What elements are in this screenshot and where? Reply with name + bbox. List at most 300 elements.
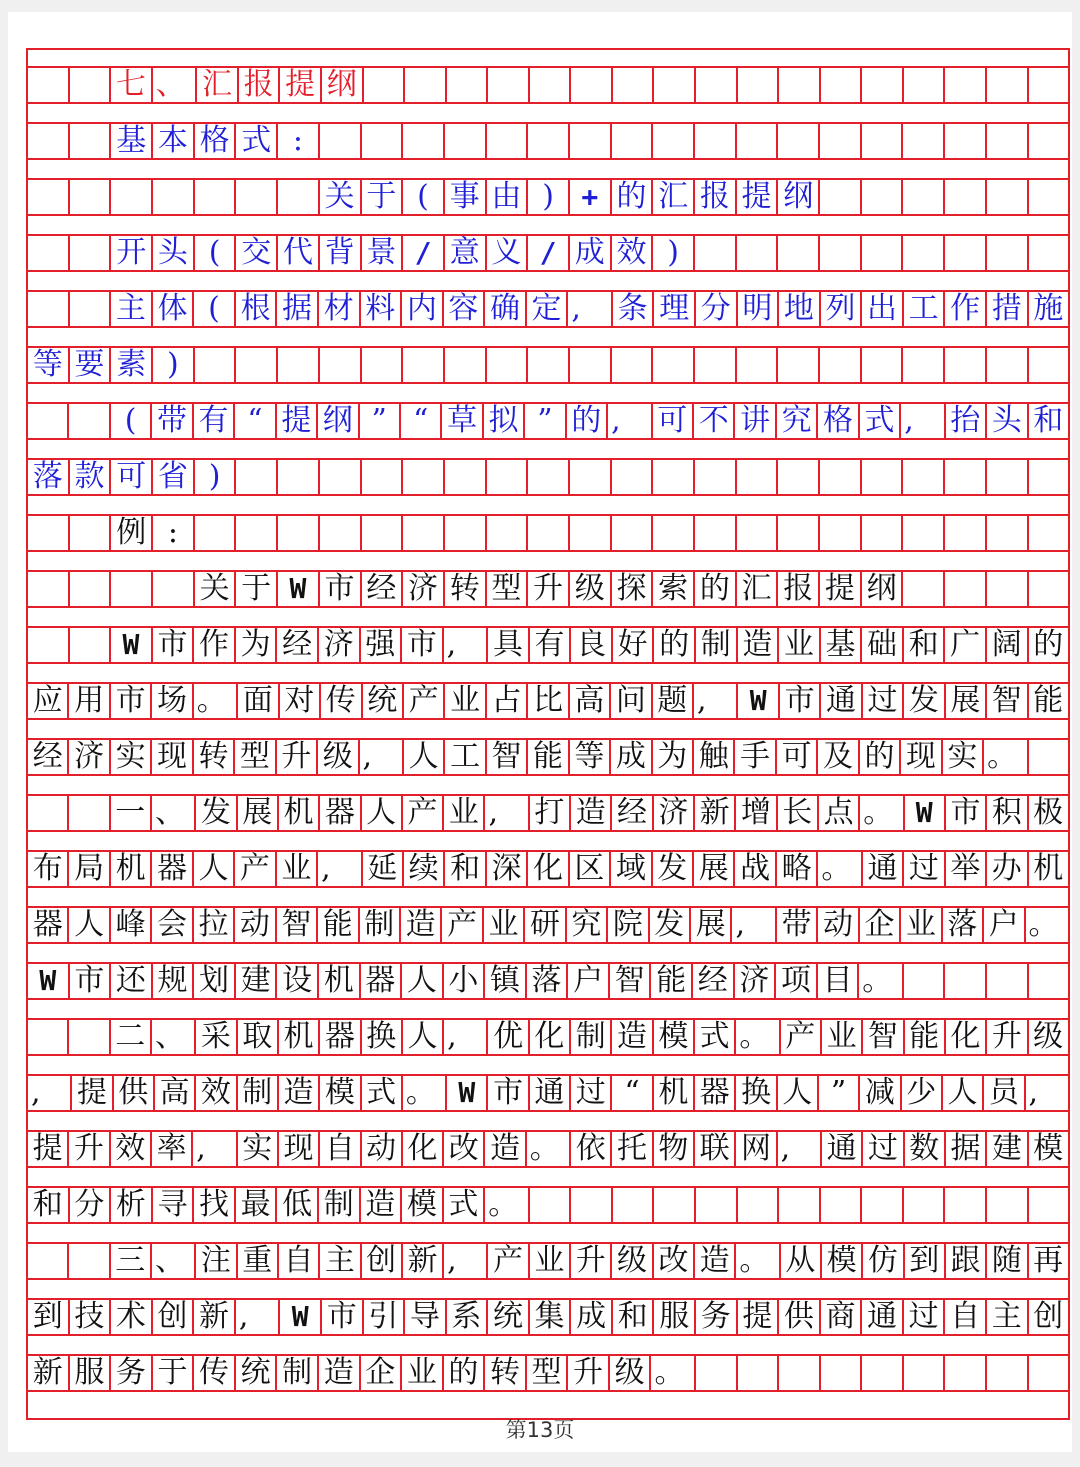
grid-cell: 造	[361, 1188, 403, 1222]
grid-cell	[570, 124, 612, 158]
grid-cell: 创	[1033, 1300, 1064, 1334]
grid-cell	[28, 124, 70, 158]
grid-cell: 。	[527, 1132, 571, 1166]
grid-cell	[695, 236, 737, 270]
grid-cell	[820, 236, 862, 270]
grid-cell: 业	[822, 1020, 863, 1054]
grid-cell: 报	[695, 180, 737, 214]
grid-cell: 化	[946, 1020, 987, 1054]
grid-cell: 智	[610, 964, 652, 998]
grid-cell: 效	[612, 236, 654, 270]
grid-cell: 级	[318, 740, 359, 774]
grid-cell: 格	[818, 404, 859, 438]
grid-cell	[362, 460, 404, 494]
grid-row	[28, 346, 1068, 384]
grid-cell: 动	[362, 1132, 403, 1166]
grid-cell: 、	[152, 796, 196, 830]
grid-cell: 据	[946, 1132, 987, 1166]
grid-cell: 改	[444, 1132, 485, 1166]
grid-cell: 落	[527, 964, 569, 998]
grid-cell: )	[528, 180, 570, 214]
grid-row	[28, 1074, 1068, 1112]
grid-cell	[737, 460, 779, 494]
grid-cell: 峰	[111, 908, 152, 942]
grid-cell: W	[111, 628, 153, 662]
grid-cell: 对	[280, 684, 321, 718]
grid-row	[28, 682, 1068, 720]
grid-cell: /	[403, 236, 445, 270]
grid-cell: 一	[111, 796, 152, 830]
grid-cell: 条	[613, 292, 655, 326]
grid-cell	[738, 1356, 780, 1390]
grid-cell: 三	[111, 1244, 152, 1278]
document-page	[8, 12, 1072, 1452]
grid-cell: ,	[444, 628, 489, 662]
grid-cell	[696, 1356, 738, 1390]
grid-cell	[820, 180, 862, 214]
grid-cell: 模	[402, 1188, 444, 1222]
grid-cell	[530, 1188, 572, 1222]
grid-cell: 作	[945, 292, 987, 326]
grid-cell: ,	[778, 1132, 822, 1166]
grid-cell: )	[653, 236, 695, 270]
grid-cell: 式	[444, 1188, 486, 1222]
grid-cell: 通	[821, 684, 862, 718]
grid-cell: 内	[402, 292, 444, 326]
grid-cell	[487, 348, 529, 382]
grid-cell: 布	[28, 852, 69, 886]
grid-cell: 模	[654, 1020, 695, 1054]
grid-cell	[445, 348, 487, 382]
grid-cell	[1029, 1356, 1069, 1390]
grid-cell	[987, 68, 1029, 102]
grid-cell	[28, 1244, 69, 1278]
grid-cell: 究	[567, 908, 608, 942]
grid-cell: 还	[111, 964, 153, 998]
grid-cell	[654, 1188, 696, 1222]
grid-cell: )	[195, 460, 237, 494]
grid-cell: 长	[778, 796, 819, 830]
grid-cell: 和	[28, 1188, 70, 1222]
grid-cell	[945, 516, 987, 550]
grid-row	[28, 850, 1068, 888]
grid-cell: 院	[608, 908, 649, 942]
grid-cell: 手	[735, 740, 776, 774]
grid-cell: 举	[946, 852, 987, 886]
grid-cell	[236, 460, 278, 494]
grid-cell: 报	[778, 572, 820, 606]
grid-cell	[862, 180, 904, 214]
grid-cell: 市	[70, 964, 112, 998]
grid-cell: W	[280, 1300, 322, 1334]
grid-cell: 减	[860, 1076, 901, 1110]
grid-cell: 业	[484, 908, 525, 942]
grid-cell: 为	[653, 740, 694, 774]
grid-cell: 触	[694, 740, 735, 774]
grid-row	[28, 402, 1068, 440]
grid-cell	[778, 124, 820, 158]
grid-cell: 项	[776, 964, 818, 998]
grid-cell: 商	[821, 1300, 863, 1334]
grid-cell: 。	[1028, 908, 1059, 942]
grid-cell	[945, 1188, 987, 1222]
grid-cell: 供	[779, 1300, 821, 1334]
grid-cell: 落	[28, 460, 70, 494]
grid-cell: 提	[28, 1132, 69, 1166]
grid-cell	[903, 348, 945, 382]
grid-cell	[820, 124, 862, 158]
grid-cell: ,	[732, 908, 776, 942]
grid-cell: 式	[362, 1076, 403, 1110]
grid-cell: +	[570, 180, 612, 214]
grid-cell: 比	[528, 684, 569, 718]
grid-cell: 分	[70, 1188, 112, 1222]
grid-cell: 落	[943, 908, 984, 942]
grid-cell	[695, 516, 737, 550]
grid-cell: 智	[987, 684, 1028, 718]
grid-cell: 化	[528, 852, 569, 886]
grid-cell	[28, 628, 70, 662]
grid-row	[28, 626, 1068, 664]
grid-cell	[320, 516, 362, 550]
grid-cell: /	[528, 236, 570, 270]
grid-row	[28, 234, 1068, 272]
grid-cell	[904, 1356, 946, 1390]
grid-cell: 打	[530, 796, 571, 830]
grid-cell	[738, 1188, 780, 1222]
grid-cell: 汇	[197, 68, 239, 102]
grid-cell: 业	[779, 628, 821, 662]
grid-cell: 注	[196, 1244, 237, 1278]
grid-cell: 代	[278, 236, 320, 270]
grid-cell	[862, 124, 904, 158]
grid-cell: 会	[152, 908, 193, 942]
grid-cell: 施	[1033, 292, 1064, 326]
grid-cell	[778, 460, 820, 494]
grid-cell: 企	[860, 908, 901, 942]
grid-cell: 提	[738, 1300, 780, 1334]
grid-cell	[445, 124, 487, 158]
grid-cell: 纲	[778, 180, 820, 214]
grid-cell	[487, 516, 529, 550]
grid-cell: 具	[488, 628, 530, 662]
grid-cell: 可	[111, 460, 153, 494]
grid-cell: 延	[363, 852, 404, 886]
grid-cell: 极	[1033, 796, 1064, 830]
grid-cell	[737, 348, 779, 382]
grid-cell: 最	[236, 1188, 278, 1222]
grid-cell: 过	[904, 852, 945, 886]
grid-cell	[69, 404, 110, 438]
grid-cell: 服	[70, 1356, 112, 1390]
grid-cell: 人	[943, 1076, 984, 1110]
grid-cell	[695, 348, 737, 382]
grid-cell: ”	[360, 404, 401, 438]
grid-cell: 从	[781, 1244, 822, 1278]
grid-cell: 效	[196, 1076, 237, 1110]
grid-cell: 。	[194, 684, 238, 718]
grid-cell: 的	[444, 1356, 486, 1390]
grid-cell: W	[28, 964, 70, 998]
grid-cell: 创	[153, 1300, 195, 1334]
grid-cell: 市	[780, 684, 821, 718]
grid-cell: 研	[525, 908, 566, 942]
grid-cell: 经	[362, 572, 404, 606]
grid-cell: 镇	[485, 964, 527, 998]
grid-cell: 料	[361, 292, 403, 326]
grid-cell: 提	[280, 68, 322, 102]
grid-cell: 过	[904, 1300, 946, 1334]
grid-cell: 设	[277, 964, 319, 998]
grid-cell: 动	[235, 908, 276, 942]
grid-cell	[778, 516, 820, 550]
grid-row	[28, 1130, 1068, 1168]
grid-cell: 能	[318, 908, 359, 942]
grid-cell: 可	[653, 404, 694, 438]
grid-cell	[696, 1188, 738, 1222]
grid-cell: 智	[277, 908, 318, 942]
grid-cell: 转	[194, 740, 235, 774]
grid-cell: 传	[321, 684, 362, 718]
grid-cell: 效	[111, 1132, 152, 1166]
grid-cell: 带	[777, 908, 818, 942]
grid-cell: 意	[445, 236, 487, 270]
grid-cell: 规	[153, 964, 195, 998]
grid-cell	[153, 180, 195, 214]
grid-cell: 产	[403, 796, 444, 830]
grid-cell: 新	[403, 1244, 444, 1278]
grid-cell: 造	[612, 1020, 653, 1054]
grid-cell	[28, 1020, 69, 1054]
grid-cell: 通	[862, 1300, 904, 1334]
grid-cell	[945, 572, 987, 606]
grid-cell: 通	[863, 852, 904, 886]
grid-cell: 通	[530, 1076, 571, 1110]
grid-cell	[945, 964, 987, 998]
grid-cell	[530, 68, 572, 102]
grid-cell: ,	[360, 740, 404, 774]
grid-cell	[69, 1244, 110, 1278]
grid-cell	[695, 124, 737, 158]
grid-cell: 器	[152, 852, 193, 886]
grid-cell: 现	[901, 740, 942, 774]
grid-cell: 拉	[194, 908, 235, 942]
grid-cell	[1029, 236, 1069, 270]
grid-cell: (	[111, 404, 152, 438]
grid-cell	[903, 572, 945, 606]
grid-cell	[570, 460, 612, 494]
grid-cell: 制	[277, 1356, 319, 1390]
grid-cell: 素	[111, 348, 153, 382]
grid-cell	[821, 1188, 863, 1222]
grid-cell: 用	[69, 684, 110, 718]
grid-cell: 高	[155, 1076, 196, 1110]
grid-cell: 产	[781, 1020, 822, 1054]
grid-cell: 升	[571, 1244, 612, 1278]
grid-row	[28, 66, 1068, 104]
grid-cell	[653, 460, 695, 494]
grid-cell: 业	[277, 852, 318, 886]
grid-cell: 良	[571, 628, 613, 662]
grid-cell: 集	[530, 1300, 572, 1334]
grid-cell: 术	[111, 1300, 153, 1334]
grid-cell: 基	[111, 124, 153, 158]
grid-cell	[1029, 460, 1069, 494]
grid-cell: 拟	[484, 404, 525, 438]
grid-cell: 容	[444, 292, 486, 326]
grid-cell: 过	[571, 1076, 612, 1110]
grid-cell: 式	[695, 1020, 736, 1054]
grid-cell	[364, 68, 406, 102]
grid-cell: 分	[696, 292, 738, 326]
grid-cell	[28, 404, 69, 438]
grid-cell: 措	[987, 292, 1029, 326]
grid-cell	[821, 68, 863, 102]
grid-cell: 据	[277, 292, 319, 326]
grid-cell: ,	[1028, 1076, 1039, 1110]
grid-cell: 升	[528, 572, 570, 606]
grid-cell: 纲	[322, 68, 364, 102]
grid-cell: W	[905, 796, 946, 830]
grid-cell: “	[235, 404, 276, 438]
grid-cell	[612, 460, 654, 494]
grid-cell	[447, 68, 489, 102]
grid-cell: 省	[153, 460, 195, 494]
grid-cell: 现	[279, 1132, 320, 1166]
grid-cell	[945, 236, 987, 270]
grid-cell: 区	[570, 852, 611, 886]
grid-cell: 主	[111, 292, 153, 326]
grid-cell: 市	[322, 1300, 364, 1334]
grid-cell: 智	[487, 740, 528, 774]
grid-cell: 的	[654, 628, 696, 662]
grid-cell: 发	[650, 908, 691, 942]
grid-cell	[1029, 348, 1069, 382]
grid-cell: 列	[821, 292, 863, 326]
grid-cell: ,	[485, 796, 529, 830]
grid-cell: 提	[277, 404, 318, 438]
grid-cell	[945, 180, 987, 214]
grid-cell: 找	[194, 1188, 236, 1222]
grid-cell: 增	[736, 796, 777, 830]
grid-cell	[528, 516, 570, 550]
grid-cell	[236, 516, 278, 550]
grid-cell: 出	[862, 292, 904, 326]
grid-cell: 业	[444, 796, 485, 830]
grid-cell: 定	[527, 292, 569, 326]
grid-cell: 换	[362, 1020, 403, 1054]
grid-cell: 机	[111, 852, 152, 886]
grid-cell	[570, 516, 612, 550]
grid-cell: ,	[444, 1244, 488, 1278]
grid-cell: ,	[608, 404, 652, 438]
grid-cell: 展	[946, 684, 987, 718]
grid-cell: ,	[901, 404, 945, 438]
grid-cell	[779, 1188, 821, 1222]
grid-cell: 发	[653, 852, 694, 886]
grid-cell	[904, 964, 946, 998]
grid-cell: 有	[194, 404, 235, 438]
grid-row	[28, 290, 1068, 328]
grid-cell	[70, 292, 112, 326]
grid-cell	[528, 460, 570, 494]
grid-cell	[278, 516, 320, 550]
grid-cell	[821, 1356, 863, 1390]
grid-cell: 联	[695, 1132, 736, 1166]
grid-cell: 模	[822, 1244, 863, 1278]
grid-cell	[403, 348, 445, 382]
grid-cell: 带	[152, 404, 193, 438]
grid-cell: 到	[905, 1244, 946, 1278]
grid-cell: 制	[360, 908, 401, 942]
grid-cell: 工	[445, 740, 486, 774]
grid-cell	[862, 516, 904, 550]
grid-cell: 过	[863, 1132, 904, 1166]
grid-cell: )	[153, 348, 195, 382]
grid-cell	[987, 1356, 1029, 1390]
grid-cell	[405, 68, 447, 102]
grid-cell: 市	[153, 628, 195, 662]
grid-cell: 面	[238, 684, 279, 718]
grid-cell	[28, 236, 70, 270]
grid-cell	[904, 68, 946, 102]
grid-cell: 产	[404, 684, 445, 718]
grid-cell: 转	[485, 1356, 527, 1390]
grid-cell: 创	[362, 1244, 403, 1278]
grid-cell: 体	[153, 292, 195, 326]
grid-cell: :	[278, 124, 320, 158]
grid-cell: 器	[695, 1076, 736, 1110]
grid-cell: 交	[236, 236, 278, 270]
grid-cell: 通	[822, 1132, 863, 1166]
grid-cell: 跟	[946, 1244, 987, 1278]
grid-cell: 纲	[318, 404, 359, 438]
grid-cell	[987, 124, 1029, 158]
grid-cell: 造	[571, 796, 612, 830]
grid-cell: 抬	[946, 404, 987, 438]
grid-cell: 。	[403, 1076, 447, 1110]
grid-cell: 款	[70, 460, 112, 494]
grid-cell: 服	[654, 1300, 696, 1334]
grid-cell: 化	[403, 1132, 444, 1166]
grid-cell: 于	[362, 180, 404, 214]
grid-cell	[1029, 740, 1068, 774]
grid-cell: 统	[488, 1300, 530, 1334]
grid-cell: 机	[1033, 852, 1064, 886]
grid-cell: 可	[777, 740, 818, 774]
grid-cell: 数	[905, 1132, 946, 1166]
grid-cell: 和	[613, 1300, 655, 1334]
grid-row	[28, 906, 1068, 944]
grid-cell	[903, 180, 945, 214]
grid-cell: 的	[1033, 628, 1064, 662]
grid-cell: 提	[72, 1076, 113, 1110]
grid-cell: 人	[402, 964, 444, 998]
grid-cell: 高	[570, 684, 611, 718]
grid-cell	[738, 68, 780, 102]
grid-cell: 续	[404, 852, 445, 886]
grid-cell	[487, 460, 529, 494]
grid-cell: 人	[778, 1076, 819, 1110]
grid-cell: 新	[194, 1300, 236, 1334]
grid-cell: 景	[362, 236, 404, 270]
grid-cell	[612, 516, 654, 550]
grid-cell	[571, 68, 613, 102]
grid-row	[28, 1298, 1068, 1336]
grid-cell: 造	[319, 1356, 361, 1390]
grid-cell	[528, 124, 570, 158]
grid-cell: 的	[612, 180, 654, 214]
